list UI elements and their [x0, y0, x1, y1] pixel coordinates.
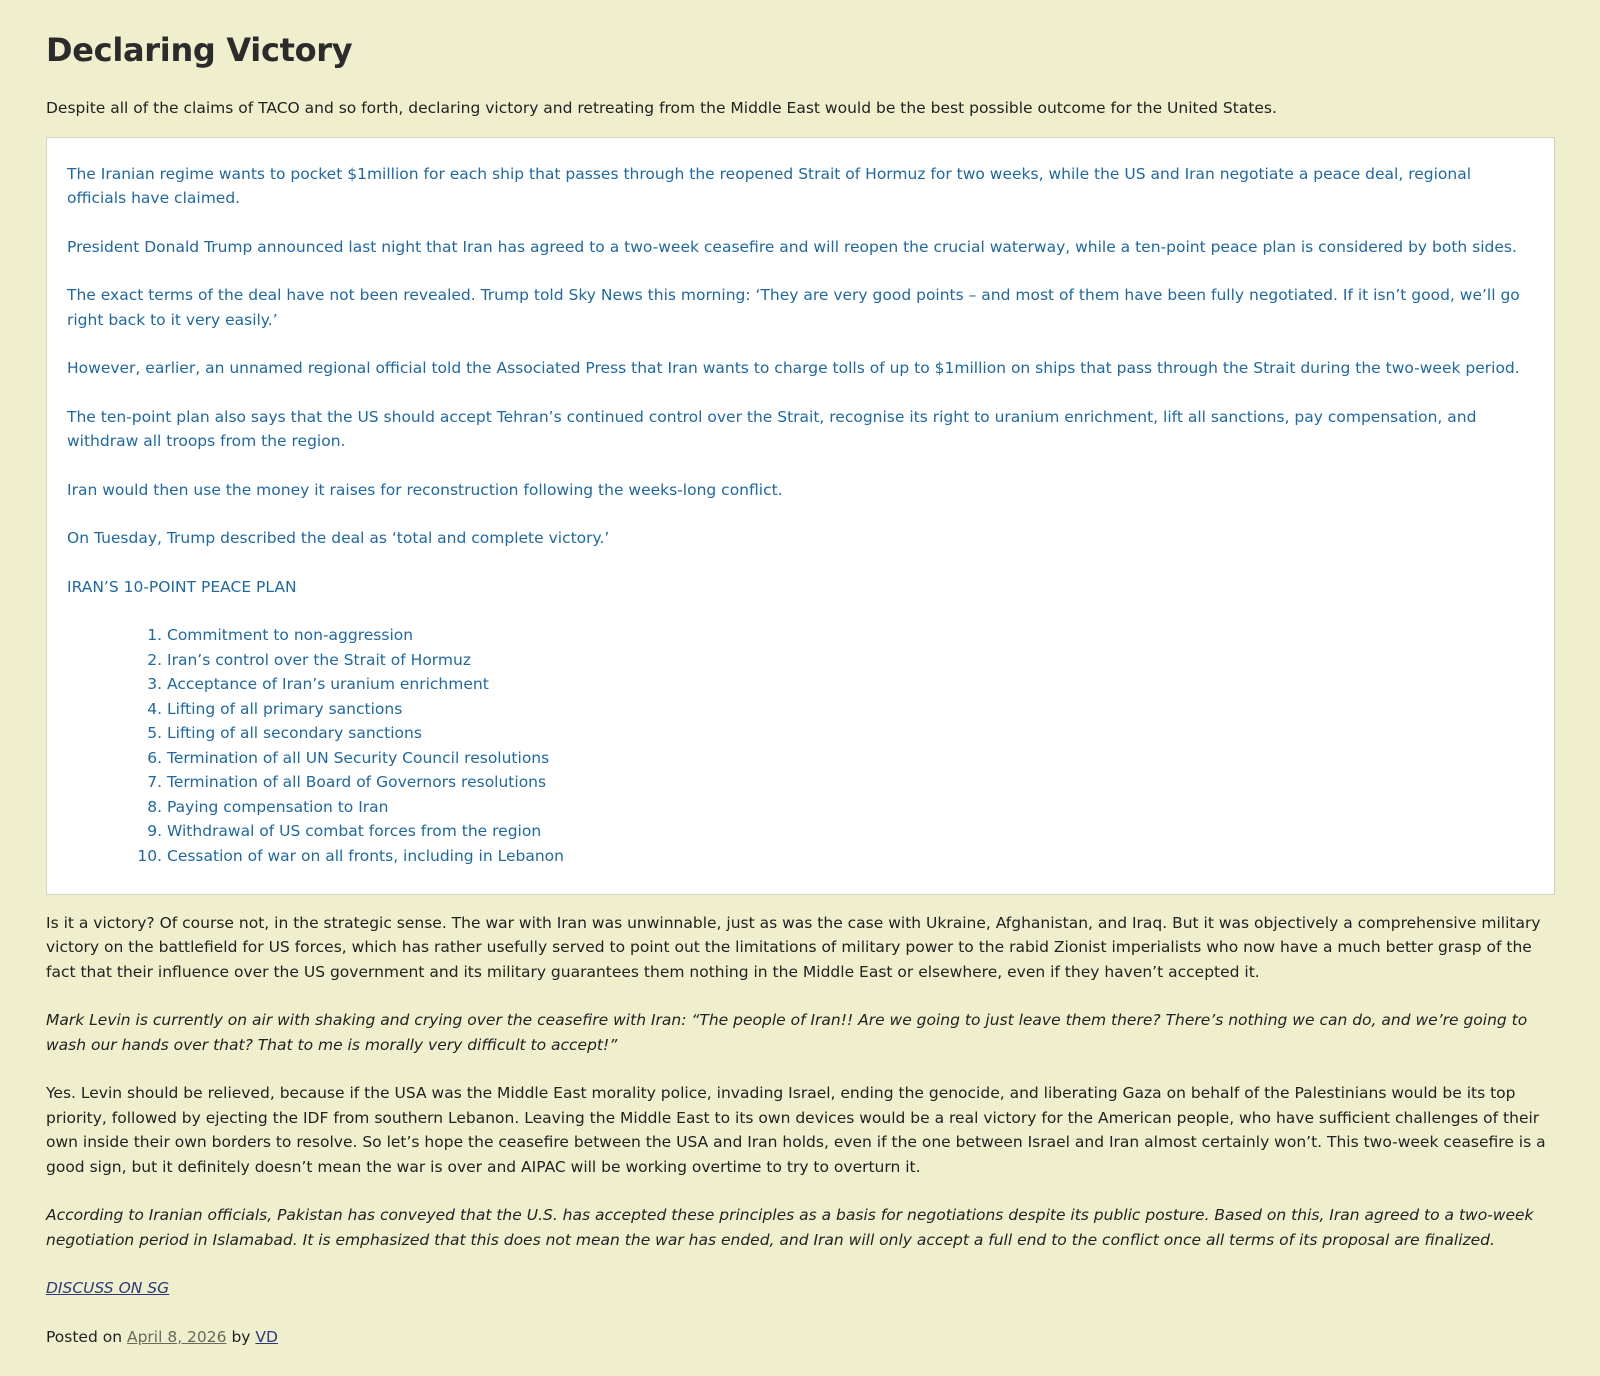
post-date-link[interactable]: April 8, 2026: [126, 1327, 227, 1346]
iranian-officials-quote-text: According to Iranian officials, Pakistan has conveyed that the U.S. has accepted these principles as a basis for negotiations despite its public posture. Based on this, Iran agreed to a two-week negotiation period in Islamabad. It is emphasized that this does not mean the war has ended, and Iran will only accept a full end to the conflict once all terms of its proposal are finalized.: [46, 1206, 1534, 1249]
by-label: by: [231, 1327, 251, 1346]
post-title: Declaring Victory: [46, 31, 353, 69]
quote-paragraph: On Tuesday, Trump described the deal as ‘total and complete victory.’: [67, 529, 610, 547]
body-paragraph: Yes. Levin should be relieved, because if the USA was the Middle East morality police, invading Israel, ending the genocide, and liberating Gaza on behalf of the Palestinians would be its top priority, followed by ejecting the IDF from southern Lebanon. Leaving the Middle East to its own devices would be a real victory for the American people, who have sufficient challenges of their own inside their own borders to resolve. So let’s hope the ceasefire between the USA and Iran holds, even if the one between Israel and Iran almost certainly won’t. This two-week ceasefire is a good sign, but it definitely doesn’t mean the war is over and AIPAC will be working overtime to try to overturn it.: [46, 1084, 1546, 1176]
quoted-article: [46, 137, 1555, 896]
iranian-officials-quote: [46, 1203, 1555, 1252]
author-link[interactable]: VD: [255, 1327, 278, 1346]
quote-paragraph: The Iranian regime wants to pocket $1million for each ship that passes through the reopened Strait of Hormuz for two weeks, while the US and Iran negotiate a peace deal, regional officials have claimed.: [67, 164, 1472, 207]
list-item: 3. Acceptance of Iran’s uranium enrichment: [167, 672, 1534, 697]
quote-paragraph: Iran would then use the money it raises for reconstruction following the weeks-long conflict.: [67, 480, 783, 499]
discuss-on-sg-link[interactable]: DISCUSS ON SG: [46, 1279, 170, 1297]
list-item: 2. Iran’s control over the Strait of Hormuz: [167, 648, 1534, 673]
list-item: 7. Termination of all Board of Governors resolutions: [167, 770, 1534, 795]
list-item: 5. Lifting of all secondary sanctions: [167, 721, 1534, 746]
peace-plan-list: [67, 623, 1534, 868]
posted-on-label: Posted on: [46, 1327, 123, 1346]
discuss-row: [46, 1276, 1555, 1301]
quote-paragraph: However, earlier, an unnamed regional official told the Associated Press that Iran wants to charge tolls of up to $1million on ships that pass through the Strait during the two-week period.: [67, 359, 1520, 377]
list-item: 4. Lifting of all primary sanctions: [167, 697, 1534, 722]
list-item: 1. Commitment to non-aggression: [167, 623, 1534, 648]
list-item: 10. Cessation of war on all fronts, including in Lebanon: [167, 844, 1534, 869]
post-intro: Despite all of the claims of TACO and so forth, declaring victory and retreating from the Middle East would be the best possible outcome for the United States.: [46, 99, 1277, 117]
quote-paragraph: President Donald Trump announced last night that Iran has agreed to a two-week ceasefire and will reopen the crucial waterway, while a ten-point peace plan is considered by both sides.: [67, 237, 1517, 256]
quote-paragraph: The ten-point plan also says that the US should accept Tehran’s continued control over the Strait, recognise its right to uranium enrichment, lift all sanctions, pay compensation, and withdraw all troops from the region.: [67, 407, 1477, 450]
peace-plan-heading: IRAN’S 10-POINT PEACE PLAN: [67, 577, 297, 596]
blog-post: [46, 0, 1555, 1349]
levin-quote-text: Mark Levin is currently on air with shaking and crying over the ceasefire with Iran: “The people of Iran!! Are we going to just leave them there? There’s nothing we can do, and we’re going to wash our hands over that? That to me is morally very difficult to accept!”: [46, 1011, 1528, 1054]
quote-paragraph: The exact terms of the deal have not been revealed. Trump told Sky News this morning: ‘They are very good points – and most of them have been fully negotiated. If it isn’t good, we’ll go right back to it very easily.’: [67, 286, 1520, 329]
list-item: 9. Withdrawal of US combat forces from the region: [167, 819, 1534, 844]
post-meta: [46, 1325, 1555, 1350]
list-item: 6. Termination of all UN Security Council resolutions: [167, 746, 1534, 771]
list-item: 8. Paying compensation to Iran: [167, 795, 1534, 820]
body-paragraph: Is it a victory? Of course not, in the strategic sense. The war with Iran was unwinnable, just as was the case with Ukraine, Afghanistan, and Iraq. But it was objectively a comprehensive military victory on the battlefield for US forces, which has rather usefully served to point out the limitations of military power to the rabid Zionist imperialists who now have a much better grasp of the fact that their influence over the US government and its military guarantees them nothing in the Middle East or elsewhere, even if they haven’t accepted it.: [46, 913, 1541, 981]
levin-quote: [46, 1008, 1555, 1057]
